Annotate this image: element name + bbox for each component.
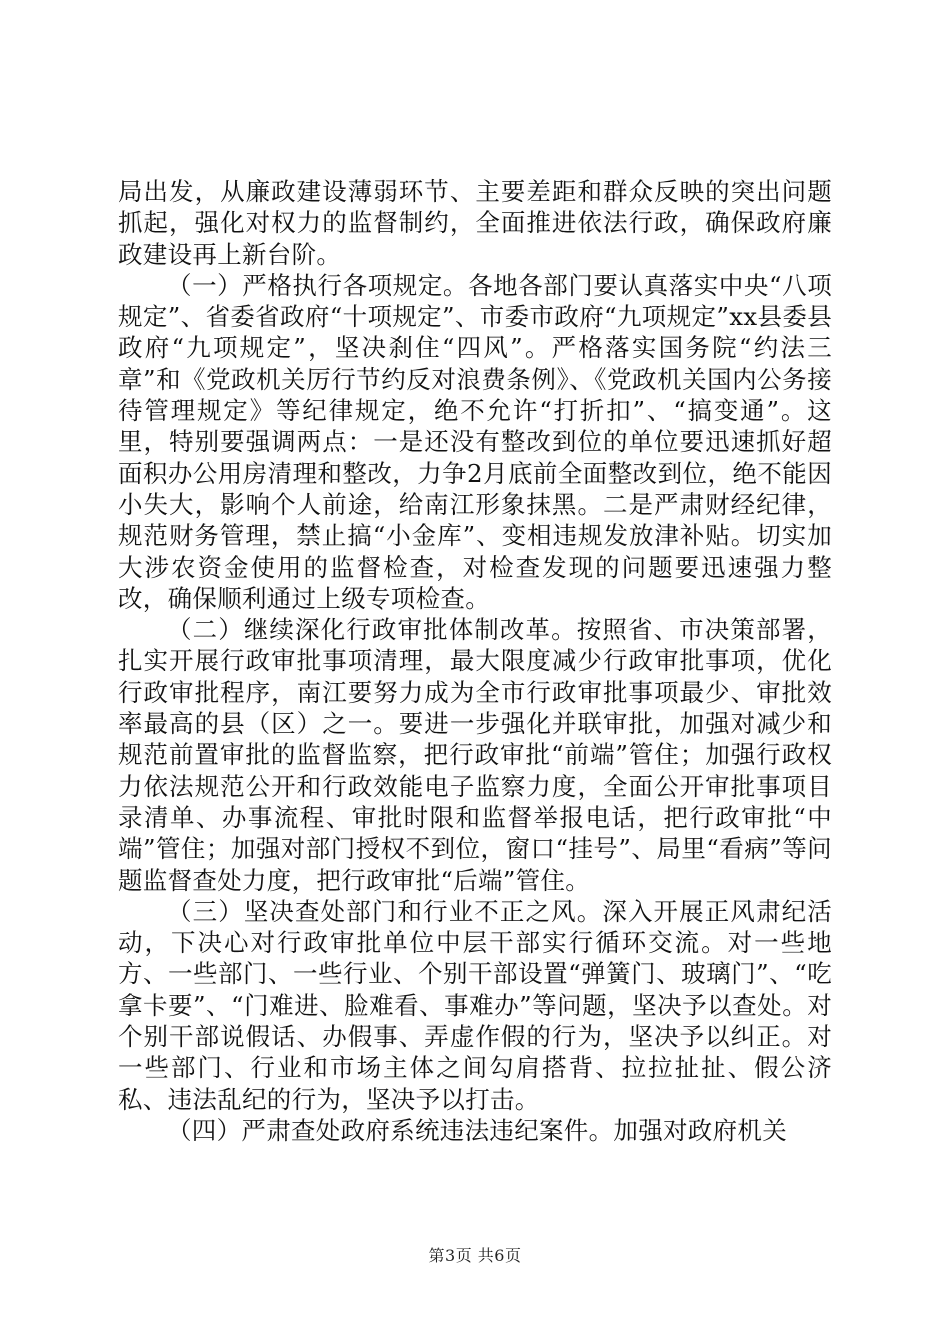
paragraph-continuation: 局出发，从廉政建设薄弱环节、主要差距和群众反映的突出问题抓起，强化对权力的监督制约，全面推进依法行政，确保政府廉政建设再上新台阶。: [118, 177, 832, 269]
paragraph-section-1: （一）严格执行各项规定。各地各部门要认真落实中央“八项规定”、省委省政府“十项规定”、市委市政府“九项规定”xx县委县政府“九项规定”，坚决刹住“四风”。严格落实国务院“约法三章”和《党政机关厉行节约反对浪费条例》、《党政机关国内公务接待管理规定》等纪律规定，绝不允许“打折扣”、“搞变通”。这里，特别要强调两点：一是还没有整改到位的单位要迅速抓好超面积办公用房清理和整改，力争2月底前全面整改到位，绝不能因小失大，影响个人前途，给南江形象抹黑。二是严肃财经纪律，规范财务管理，禁止搞“小金库”、变相违规发放津补贴。切实加大涉农资金使用的监督检查，对检查发现的问题要迅速强力整改，确保顺利通过上级专项检查。: [118, 270, 832, 613]
document-body: [118, 176, 832, 1146]
paragraph-section-4: （四）严肃查处政府系统违法违纪案件。加强对政府机关: [167, 1115, 787, 1145]
paragraph-section-2: （二）继续深化行政审批体制改革。按照省、市决策部署，扎实开展行政审批事项清理，最大限度减少行政审批事项，优化行政审批程序，南江要努力成为全市行政审批事项最少、审批效率最高的县（区）之一。要进一步强化并联审批，加强对减少和规范前置审批的监督监察，把行政审批“前端”管住；加强行政权力依法规范公开和行政效能电子监察力度，全面公开审批事项目录清单、办事流程、审批时限和监督举报电话，把行政审批“中端”管住；加强对部门授权不到位，窗口“挂号”、局里“看病”等问题监督查处力度，把行政审批“后端”管住。: [118, 615, 832, 895]
page-footer: 第3页 共6页: [428, 1246, 522, 1265]
paragraph-section-3: （三）坚决查处部门和行业不正之风。深入开展正风肃纪活动，下决心对行政审批单位中层干部实行循环交流。对一些地方、一些部门、一些行业、个别干部设置“弹簧门、玻璃门”、“吃拿卡要”、“门难进、脸难看、事难办”等问题，坚决予以查处。对个别干部说假话、办假事、弄虚作假的行为，坚决予以纠正。对一些部门、行业和市场主体之间勾肩搭背、拉拉扯扯、假公济私、违法乱纪的行为，坚决予以打击。: [118, 896, 832, 1114]
